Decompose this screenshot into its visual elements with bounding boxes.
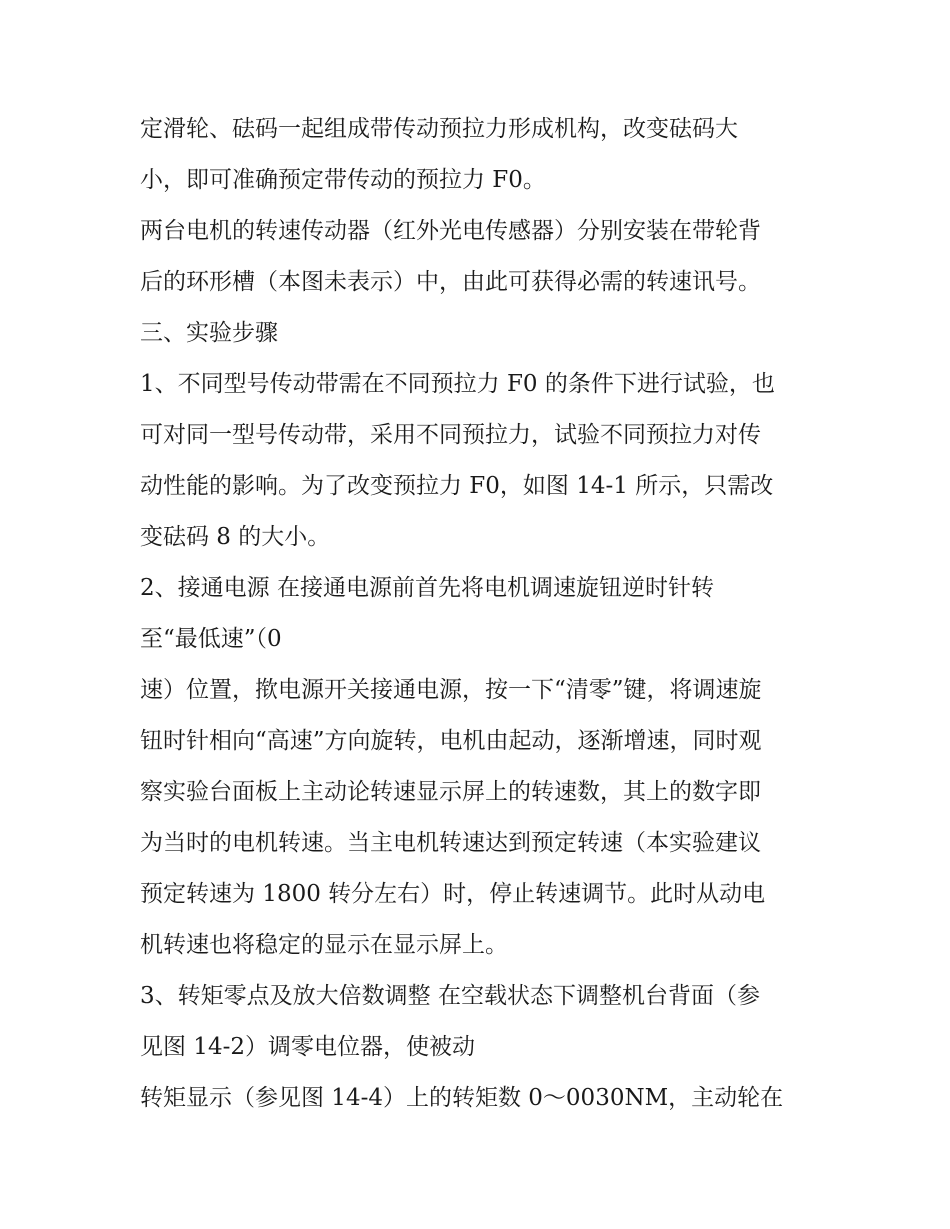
text-line-19: 见图 14-2）调零电位器，使被动 <box>140 1034 475 1060</box>
text-line-10: 2、接通电源 在接通电源前首先将电机调速旋钮逆时针转 <box>140 575 714 601</box>
text-line-15: 为当时的电机转速。当主电机转速达到预定转速（本实验建议 <box>140 830 761 856</box>
text-line-20: 转矩显示（参见图 14-4）上的转矩数 0～0030NM，主动轮在 <box>140 1085 784 1111</box>
text-line-12: 速）位置，揿电源开关接通电源，按一下“清零”键，将调速旋 <box>140 677 762 703</box>
text-line-16: 预定转速为 1800 转分左右）时，停止转速调节。此时从动电 <box>140 881 766 907</box>
section-heading: 三、实验步骤 <box>140 320 278 346</box>
text-line-7: 可对同一型号传动带，采用不同预拉力，试验不同预拉力对传 <box>140 422 761 448</box>
text-line-1: 定滑轮、砝码一起组成带传动预拉力形成机构，改变砝码大 <box>140 116 738 142</box>
body-text <box>140 104 830 1124</box>
text-line-3: 两台电机的转速传动器（红外光电传感器）分别安装在带轮背 <box>140 218 761 244</box>
text-line-18: 3、转矩零点及放大倍数调整 在空载状态下调整机台背面（参 <box>140 983 760 1009</box>
text-line-8: 动性能的影响。为了改变预拉力 F0，如图 14-1 所示，只需改 <box>140 473 774 499</box>
text-line-6: 1、不同型号传动带需在不同预拉力 F0 的条件下进行试验，也 <box>140 371 775 397</box>
text-line-14: 察实验台面板上主动论转速显示屏上的转速数，其上的数字即 <box>140 779 761 805</box>
text-line-9: 变砝码 8 的大小。 <box>140 524 331 550</box>
text-line-17: 机转速也将稳定的显示在显示屏上。 <box>140 932 508 958</box>
text-line-13: 钮时针相向“高速”方向旋转，电机由起动，逐渐增速，同时观 <box>140 728 762 754</box>
text-line-2: 小，即可准确预定带传动的预拉力 F0。 <box>140 167 546 193</box>
text-line-4: 后的环形槽（本图未表示）中，由此可获得必需的转速讯号。 <box>140 269 761 295</box>
text-line-11: 至“最低速”（0 <box>140 626 282 652</box>
